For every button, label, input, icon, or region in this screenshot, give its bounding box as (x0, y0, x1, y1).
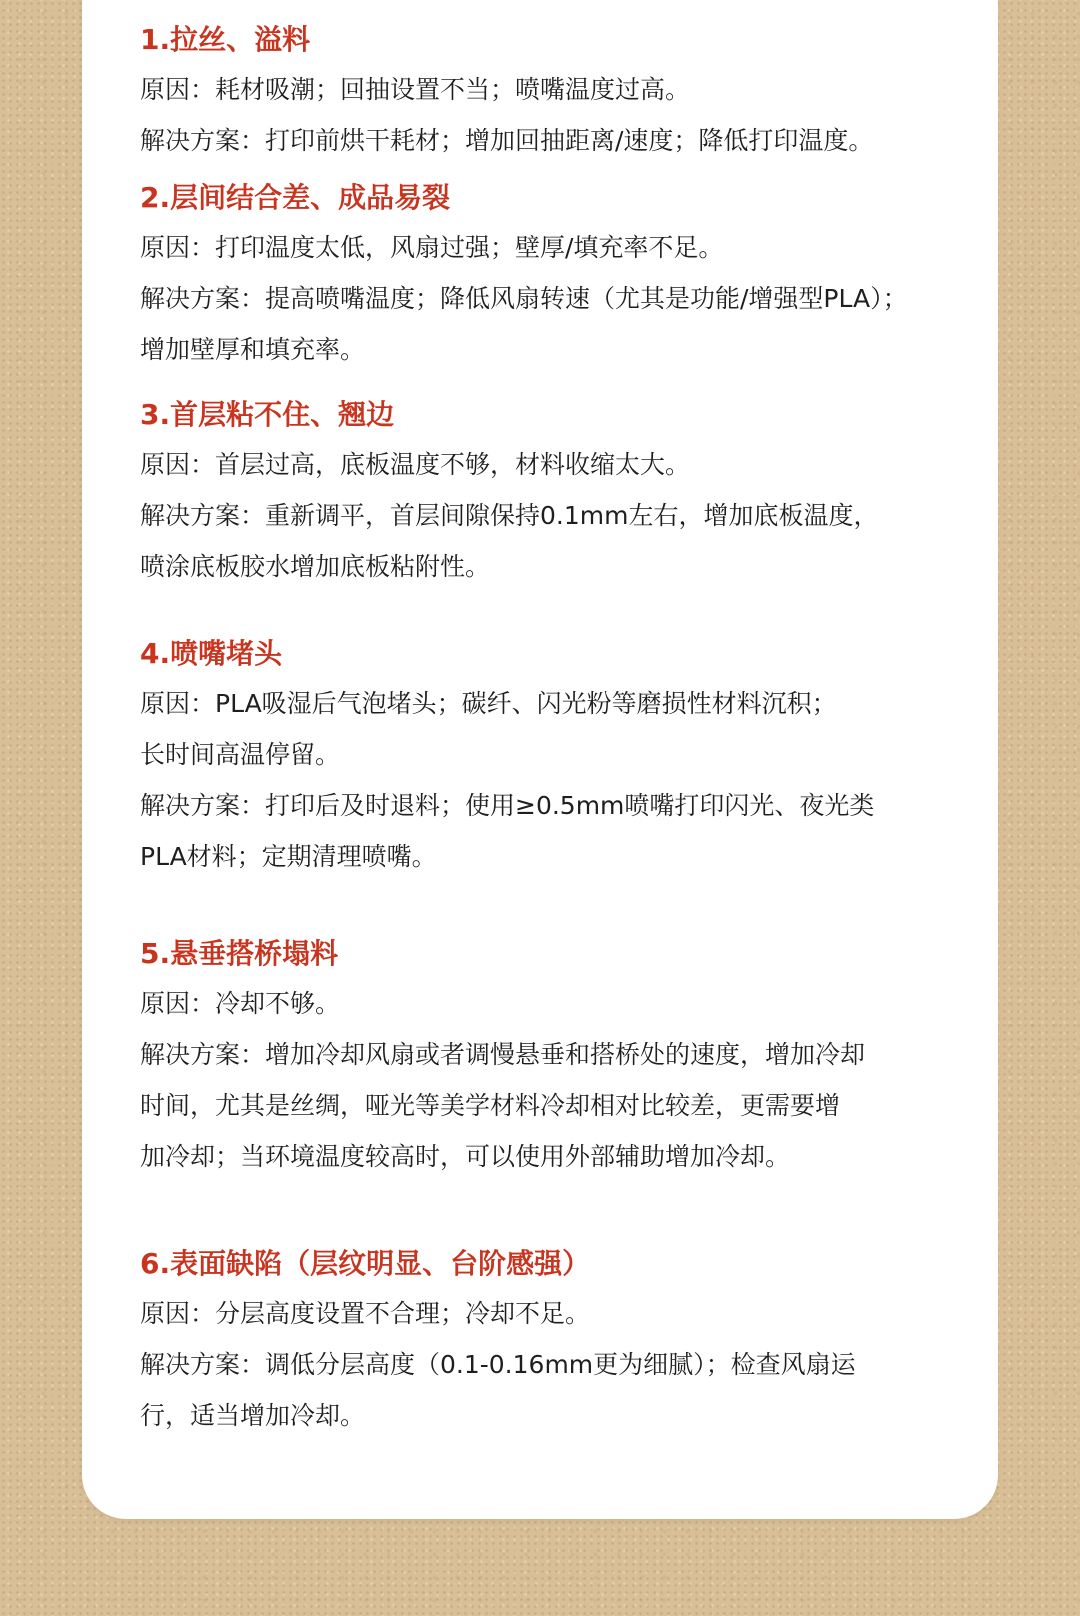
section-title: 2.层间结合差、成品易裂 (140, 181, 451, 214)
solution-text: 解决方案：打印前烘干耗材；增加回抽距离/速度；降低打印温度。 (140, 126, 874, 155)
section-stringing (140, 16, 1000, 166)
solution-text-continued: 增加壁厚和填充率。 (140, 335, 366, 364)
cause-text: 原因：耗材吸潮；回抽设置不当；喷嘴温度过高。 (140, 75, 691, 104)
solution-text: 解决方案：调低分层高度（0.1-0.16mm更为细腻）；检查风扇运 (140, 1350, 856, 1379)
cause-text: 原因：分层高度设置不合理；冷却不足。 (140, 1299, 591, 1328)
cause-text-continued: 长时间高温停留。 (140, 740, 341, 769)
solution-text: 解决方案：增加冷却风扇或者调慢悬垂和搭桥处的速度，增加冷却 (140, 1040, 866, 1069)
solution-text-continued: 时间，尤其是丝绸，哑光等美学材料冷却相对比较差，更需要增 (140, 1091, 841, 1120)
cause-text: 原因：打印温度太低，风扇过强；壁厚/填充率不足。 (140, 233, 724, 262)
section-nozzle-clog (140, 630, 1000, 882)
solution-text: 解决方案：提高喷嘴温度；降低风扇转速（尤其是功能/增强型PLA）； (140, 284, 908, 313)
section-title: 4.喷嘴堵头 (140, 637, 283, 670)
solution-text-continued: 加冷却；当环境温度较高时，可以使用外部辅助增加冷却。 (140, 1142, 791, 1171)
section-title: 5.悬垂搭桥塌料 (140, 937, 339, 970)
solution-text: 解决方案：重新调平，首层间隙保持0.1mm左右，增加底板温度， (140, 501, 879, 530)
section-first-layer (140, 391, 1000, 592)
solution-text-continued: 喷涂底板胶水增加底板粘附性。 (140, 552, 491, 581)
section-title: 1.拉丝、溢料 (140, 23, 311, 56)
solution-text: 解决方案：打印后及时退料；使用≥0.5mm喷嘴打印闪光、夜光类 (140, 791, 875, 820)
cause-text: 原因：PLA吸湿后气泡堵头；碳纤、闪光粉等磨损性材料沉积； (140, 689, 837, 718)
section-title: 6.表面缺陷（层纹明显、台阶感强） (140, 1247, 591, 1280)
cause-text: 原因：冷却不够。 (140, 989, 341, 1018)
solution-text-continued: 行，适当增加冷却。 (140, 1401, 366, 1430)
section-layer-adhesion (140, 174, 1000, 375)
cause-text: 原因：首层过高，底板温度不够，材料收缩太大。 (140, 450, 691, 479)
solution-text-continued: PLA材料；定期清理喷嘴。 (140, 842, 437, 871)
section-surface-defects (140, 1240, 1000, 1441)
section-title: 3.首层粘不住、翘边 (140, 398, 395, 431)
section-overhang-bridging (140, 930, 1000, 1182)
